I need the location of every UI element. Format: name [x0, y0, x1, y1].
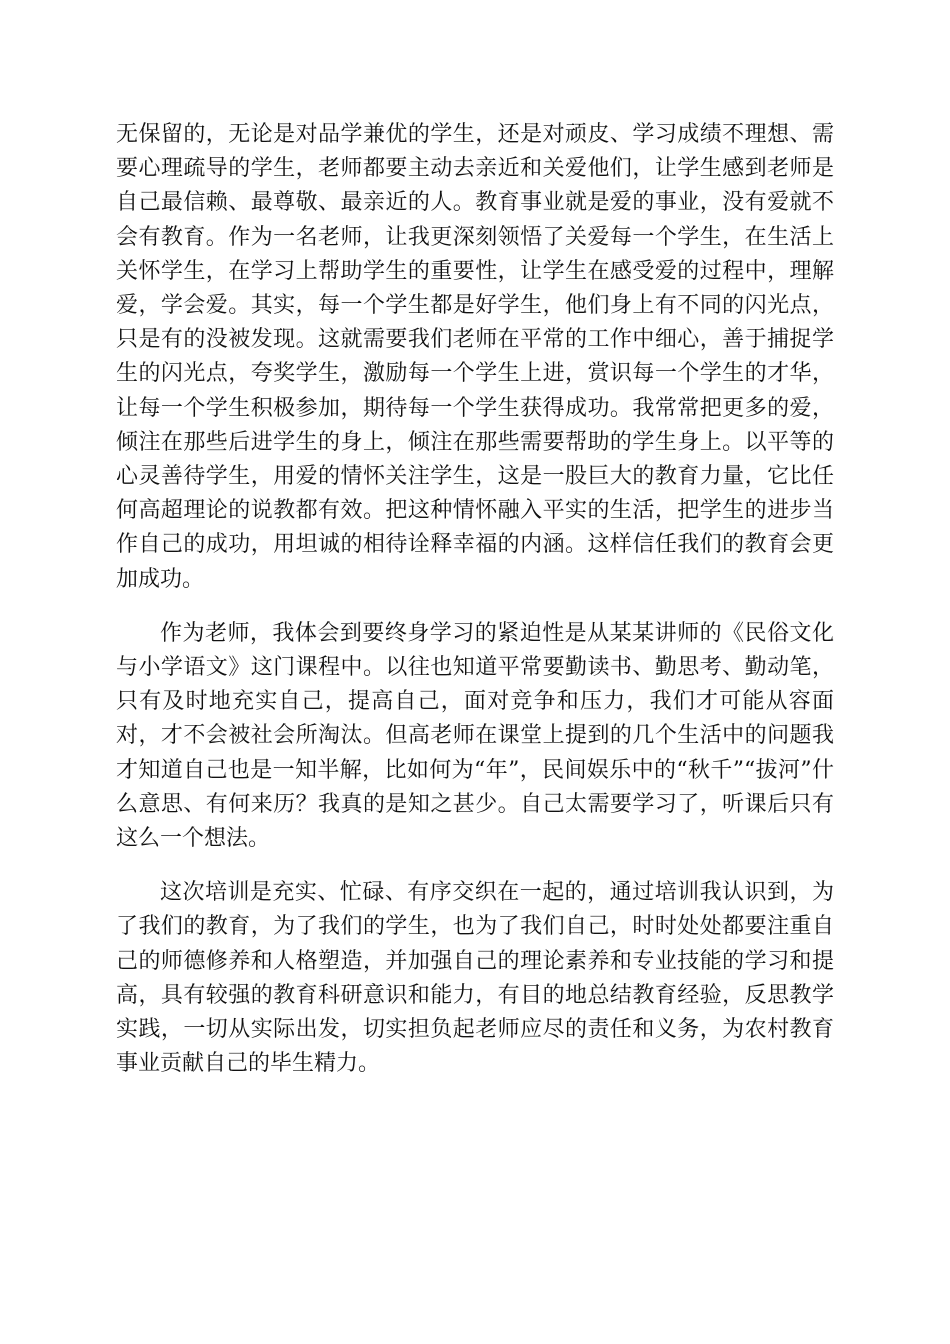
paragraph-training-conclusion: 这次培训是充实、忙碌、有序交织在一起的，通过培训我认识到，为了我们的教育，为了我们的学生，也为了我们自己，时时处处都要注重自己的师德修养和人格塑造，并加强自己的理论素养和专业技能的学习和提高，具有较强的教育科研意识和能力，有目的地总结教育经验，反思教学实践，一切从实际出发，切实担负起老师应尽的责任和义务，为农村教育事业贡献自己的毕生精力。	[116, 880, 834, 1077]
document-page	[116, 118, 834, 1081]
paragraph-continuation: 无保留的，无论是对品学兼优的学生，还是对顽皮、学习成绩不理想、需要心理疏导的学生，老师都要主动去亲近和关爱他们，让学生感到老师是自己最信赖、最尊敬、最亲近的人。教育事业就是爱的事业，没有爱就不会有教育。作为一名老师，让我更深刻领悟了关爱每一个学生，在生活上关怀学生，在学习上帮助学生的重要性，让学生在感受爱的过程中，理解爱，学会爱。其实，每一个学生都是好学生，他们身上有不同的闪光点，只是有的没被发现。这就需要我们老师在平常的工作中细心，善于捕捉学生的闪光点，夸奖学生，激励每一个学生上进，赏识每一个学生的才华，让每一个学生积极参加，期待每一个学生获得成功。我常常把更多的爱，倾注在那些后进学生的身上，倾注在那些需要帮助的学生身上。以平等的心灵善待学生，用爱的情怀关注学生，这是一股巨大的教育力量，它比任何高超理论的说教都有效。把这种情怀融入平实的生活，把学生的进步当作自己的成功，用坦诚的相待诠释幸福的内涵。这样信任我们的教育会更加成功。	[116, 122, 834, 592]
paragraph-lifelong-learning: 作为老师，我体会到要终身学习的紧迫性是从某某讲师的《民俗文化与小学语文》这门课程中。以往也知道平常要勤读书、勤思考、勤动笔，只有及时地充实自己，提高自己，面对竞争和压力，我们才可能从容面对，才不会被社会所淘汰。但高老师在课堂上提到的几个生活中的问题我才知道自己也是一知半解，比如何为“年”，民间娱乐中的“秋千”“拔河”什么意思、有何来历？我真的是知之甚少。自己太需要学习了，听课后只有这么一个想法。	[116, 620, 834, 852]
